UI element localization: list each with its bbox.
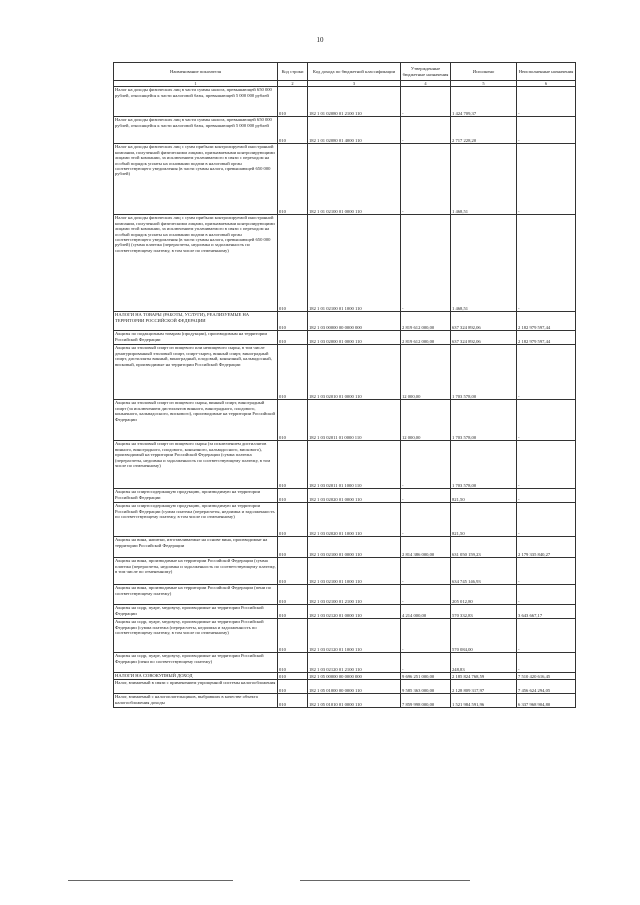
column-number: 3 [308, 81, 401, 87]
row-indicator-name: Акцизы на спиртосодержащую продукцию, производимую на территории Российской Федерации [114, 489, 278, 503]
table-row [114, 680, 576, 694]
table-row [114, 117, 576, 144]
row-executed: 634 745 146,93 [451, 558, 517, 585]
table-row [114, 605, 576, 619]
row-line-code: 010 [278, 489, 308, 503]
table-row [114, 585, 576, 605]
row-line-code: 010 [278, 144, 308, 215]
row-executed: 1 703 578,00 [451, 345, 517, 400]
table-row [114, 87, 576, 117]
table-row [114, 441, 576, 489]
row-unexecuted: 2 182 979 597,44 [517, 312, 576, 331]
row-unexecuted: 6 337 968 904,80 [517, 694, 576, 708]
row-budget-classification: 182 1 03 02120 01 1000 110 [308, 619, 401, 653]
row-unexecuted: 7 510 420 616,45 [517, 673, 576, 680]
header-indicator-name: Наименование показателя [114, 63, 278, 81]
row-approved: - [401, 117, 451, 144]
header-approved: Утвержденные бюджетные назначения [401, 63, 451, 81]
row-executed: 1 521 984 591,96 [451, 694, 517, 708]
row-line-code: 010 [278, 694, 308, 708]
row-budget-classification: 182 1 03 02020 01 1000 110 [308, 503, 401, 537]
row-budget-classification: 182 1 03 02011 01 1000 110 [308, 441, 401, 489]
row-line-code: 010 [278, 673, 308, 680]
row-indicator-name: Акцизы на сидр, пуаре, медовуху, производимые на территории Российской Федерации (пени по соответствующему платежу) [114, 653, 278, 673]
row-approved: 9 585 363 000,00 [401, 680, 451, 694]
row-approved: 4 214 000,00 [401, 605, 451, 619]
row-budget-classification: 182 1 05 01000 00 0000 110 [308, 680, 401, 694]
row-approved: 2 819 612 000,00 [401, 312, 451, 331]
row-executed: 1 703 578,00 [451, 441, 517, 489]
row-unexecuted: - [517, 585, 576, 605]
column-number: 4 [401, 81, 451, 87]
row-line-code: 010 [278, 619, 308, 653]
row-unexecuted: - [517, 619, 576, 653]
row-indicator-name: Акцизы на вина, напитки, изготавливаемые на основе вина, производимые на территории Российской Федерации [114, 537, 278, 558]
row-approved: 7 859 998 000,00 [401, 694, 451, 708]
table-row [114, 619, 576, 653]
row-unexecuted: - [517, 87, 576, 117]
row-indicator-name: Акцизы по подакцизным товарам (продукции), производимым на территории Российской Федерации [114, 331, 278, 345]
row-executed: 2 717 228,20 [451, 117, 517, 144]
row-approved: 2 814 386 000,00 [401, 537, 451, 558]
row-unexecuted: - [517, 400, 576, 441]
row-executed: 2 185 824 768,59 [451, 673, 517, 680]
row-line-code: 010 [278, 117, 308, 144]
row-approved: 12 000,00 [401, 400, 451, 441]
row-budget-classification: 182 1 03 02100 01 1000 110 [308, 558, 401, 585]
row-unexecuted: - [517, 489, 576, 503]
row-budget-classification: 182 1 03 02011 01 0000 110 [308, 400, 401, 441]
row-line-code: 010 [278, 215, 308, 312]
row-indicator-name: Акцизы на этиловый спирт из пищевого сырья (за исключением дистиллятов винного, виноградного, плодового, коньячного, кальвадосного, вискового), производимый на территории Российской Федерации (сумма платежа (перерасчеты, недоимка и задолженность по соответствующему платежу, в том числе по отмененному) [114, 441, 278, 489]
table-row [114, 694, 576, 708]
row-budget-classification: 182 1 03 02000 01 0000 110 [308, 331, 401, 345]
column-number: 2 [278, 81, 308, 87]
row-approved: 9 696 251 000,00 [401, 673, 451, 680]
row-executed: 1 703 578,00 [451, 400, 517, 441]
row-line-code: 010 [278, 87, 308, 117]
row-budget-classification: 182 1 03 02120 01 2100 110 [308, 653, 401, 673]
row-unexecuted: - [517, 558, 576, 585]
row-executed: 1 468,51 [451, 215, 517, 312]
row-approved: - [401, 558, 451, 585]
table-row [114, 537, 576, 558]
row-indicator-name: Акцизы на этиловый спирт из пищевого или непищевого сырья, в том числе денатурированный этиловый спирт, спирт-сырец, винный спирт, виноградный спирт, дистилляты винный, виноградный, плодовый, коньячный, кальвадосный, висковый, производимые на территории Российской Федерации [114, 345, 278, 400]
row-line-code: 010 [278, 585, 308, 605]
table-row [114, 215, 576, 312]
row-indicator-name: Акцизы на сидр, пуаре, медовуху, производимые на территории Российской Федерации (сумма платежа (перерасчеты, недоимка и задолженность по соответствующему платежу, в том числе по отмененному) [114, 619, 278, 653]
row-executed: 248,83 [451, 653, 517, 673]
table-header-row [114, 63, 576, 81]
row-unexecuted: - [517, 503, 576, 537]
row-indicator-name: Акцизы на вина, производимые на территории Российской Федерации (пени по соответствующему платежу) [114, 585, 278, 605]
row-executed: 570 084,00 [451, 619, 517, 653]
row-indicator-name: Налог, взимаемый в связи с применением упрощенной системы налогообложения [114, 680, 278, 694]
row-line-code: 010 [278, 503, 308, 537]
column-number: 5 [451, 81, 517, 87]
column-number: 1 [114, 81, 278, 87]
row-unexecuted: 7 456 624 294,05 [517, 680, 576, 694]
table-row [114, 489, 576, 503]
row-indicator-name: Акцизы на этиловый спирт из пищевого сырья, винный спирт, виноградный спирт (за исключением дистиллятов винного, виноградного, плодового, коньячного, кальвадосного, вискового), производимые на территории Российской Федерации [114, 400, 278, 441]
row-line-code: 010 [278, 400, 308, 441]
row-executed: 1 424 709,37 [451, 87, 517, 117]
page-number: 10 [316, 36, 324, 44]
row-budget-classification: 182 1 05 00000 00 0000 000 [308, 673, 401, 680]
table-row [114, 558, 576, 585]
row-executed: 821,50 [451, 503, 517, 537]
row-budget-classification: 182 1 01 02080 01 4000 110 [308, 117, 401, 144]
row-indicator-name: Налог на доходы физических лиц с сумм прибыли контролируемой иностранной компании, полученной физическими лицами, признаваемыми контролирующими лицами этой компании, за исключением уплачиваемого в связи с переходом на особый порядок уплаты на основании подачи в налоговый орган соответствующего уведомления (в части суммы налога, превышающей 650 000 рублей) (сумма платежа (перерасчеты, недоимка и задолженность по соответствующему платежу, в том числе по отмененному) [114, 215, 278, 312]
row-unexecuted: - [517, 144, 576, 215]
row-budget-classification: 182 1 03 02100 01 0000 110 [308, 537, 401, 558]
row-executed: 2 128 809 317,97 [451, 680, 517, 694]
row-line-code: 010 [278, 331, 308, 345]
table-row [114, 673, 576, 680]
row-approved: - [401, 489, 451, 503]
row-unexecuted: - [517, 441, 576, 489]
row-budget-classification: 182 1 03 02010 01 0000 110 [308, 345, 401, 400]
row-approved: - [401, 619, 451, 653]
row-budget-classification: 182 1 01 02100 01 1000 110 [308, 215, 401, 312]
row-approved: - [401, 87, 451, 117]
row-unexecuted: - [517, 117, 576, 144]
row-budget-classification: 182 1 03 02020 01 0000 110 [308, 489, 401, 503]
row-indicator-name: Акцизы на спиртосодержащую продукцию, производимую на территории Российской Федерации (сумма платежа (перерасчеты, недоимка и задолженность по соответствующему платежу, в том числе по отмененному) [114, 503, 278, 537]
row-executed: 637 324 892,06 [451, 331, 517, 345]
row-budget-classification: 182 1 03 00000 00 0000 000 [308, 312, 401, 331]
row-approved: - [401, 653, 451, 673]
table-row [114, 312, 576, 331]
footer-rule-right [300, 880, 470, 881]
row-approved: - [401, 215, 451, 312]
row-approved: - [401, 144, 451, 215]
row-line-code: 010 [278, 680, 308, 694]
row-line-code: 010 [278, 558, 308, 585]
row-indicator-name: Налог, взимаемый с налогоплательщиков, выбравших в качестве объекта налогообложения доходы [114, 694, 278, 708]
table-row [114, 144, 576, 215]
table-row [114, 653, 576, 673]
row-executed: 631 050 159,23 [451, 537, 517, 558]
row-unexecuted: - [517, 215, 576, 312]
row-approved: 2 819 612 000,00 [401, 331, 451, 345]
row-indicator-name: Акцизы на сидр, пуаре, медовуху, производимые на территории Российской Федерации [114, 605, 278, 619]
row-line-code: 010 [278, 441, 308, 489]
row-approved: - [401, 585, 451, 605]
table-row [114, 331, 576, 345]
row-indicator-name: Акцизы на вина, производимые на территории Российской Федерации (сумма платежа (перерасчеты, недоимка и задолженность по соответствующему платежу, в том числе по отмененному) [114, 558, 278, 585]
row-budget-classification: 182 1 05 01010 01 0000 110 [308, 694, 401, 708]
header-budget-classification: Код дохода по бюджетной классификации [308, 63, 401, 81]
table-row [114, 400, 576, 441]
footer-rule-left [68, 880, 233, 881]
row-budget-classification: 182 1 01 02100 01 0000 110 [308, 144, 401, 215]
row-approved: - [401, 503, 451, 537]
row-indicator-name: НАЛОГИ НА СОВОКУПНЫЙ ДОХОД [114, 673, 278, 680]
income-report-table [113, 62, 576, 708]
header-line-code: Код строки [278, 63, 308, 81]
table-body [114, 87, 576, 708]
column-number: 6 [517, 81, 576, 87]
row-line-code: 010 [278, 605, 308, 619]
row-indicator-name: Налог на доходы физических лиц в части суммы налога, превышающей 650 000 рублей, относящейся к части налоговой базы, превышающей 5 000 000 рублей [114, 117, 278, 144]
row-approved: - [401, 441, 451, 489]
row-executed: 205 012,80 [451, 585, 517, 605]
row-unexecuted: 2 182 979 597,44 [517, 331, 576, 345]
row-executed: 1 468,51 [451, 144, 517, 215]
row-indicator-name: НАЛОГИ НА ТОВАРЫ (РАБОТЫ, УСЛУГИ), РЕАЛИЗУЕМЫЕ НА ТЕРРИТОРИИ РОССИЙСКОЙ ФЕДЕРАЦИИ [114, 312, 278, 331]
row-line-code: 010 [278, 312, 308, 331]
header-unexecuted: Неисполненные назначения [517, 63, 576, 81]
table-row [114, 345, 576, 400]
row-unexecuted: 2 179 335 840,27 [517, 537, 576, 558]
row-indicator-name: Налог на доходы физических лиц в части суммы налога, превышающей 650 000 рублей, относящейся к части налоговой базы, превышающей 5 000 000 рублей [114, 87, 278, 117]
row-line-code: 010 [278, 345, 308, 400]
row-executed: 570 332,83 [451, 605, 517, 619]
row-executed: 821,50 [451, 489, 517, 503]
row-unexecuted: - [517, 653, 576, 673]
row-unexecuted: - [517, 345, 576, 400]
header-executed: Исполнено [451, 63, 517, 81]
row-line-code: 010 [278, 653, 308, 673]
row-indicator-name: Налог на доходы физических лиц с сумм прибыли контролируемой иностранной компании, полученной физическими лицами, признаваемыми контролирующими лицами этой компании, за исключением уплачиваемого в связи с переходом на особый порядок уплаты на основании подачи в налоговый орган соответствующего уведомления (в части суммы налога, превышающей 650 000 рублей) [114, 144, 278, 215]
row-budget-classification: 182 1 03 02120 01 0000 110 [308, 605, 401, 619]
table-row [114, 503, 576, 537]
row-unexecuted: 3 643 667,17 [517, 605, 576, 619]
row-budget-classification: 182 1 01 02080 01 2100 110 [308, 87, 401, 117]
row-line-code: 010 [278, 537, 308, 558]
row-executed: 637 324 892,06 [451, 312, 517, 331]
row-budget-classification: 182 1 03 02100 01 2100 110 [308, 585, 401, 605]
row-approved: 12 000,00 [401, 345, 451, 400]
